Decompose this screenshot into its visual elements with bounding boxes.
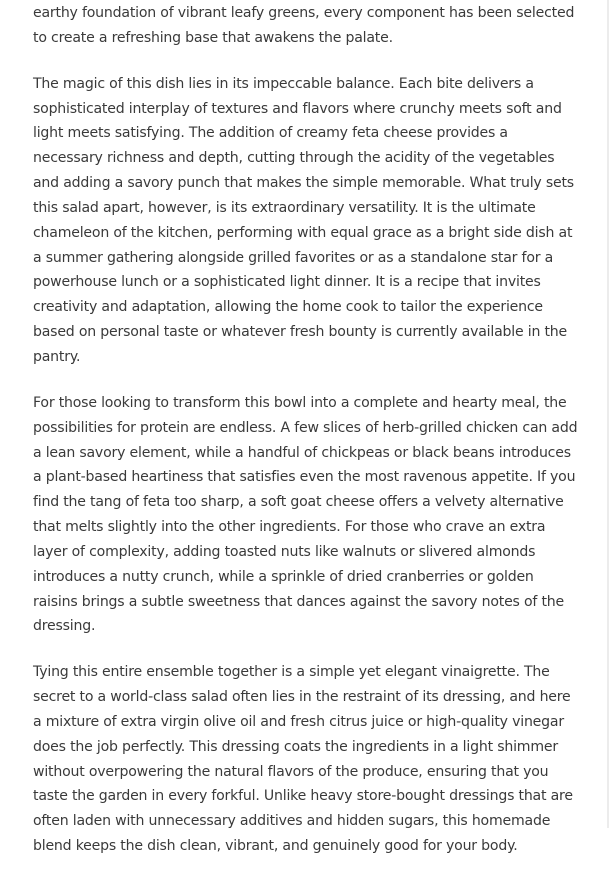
paragraph-intro-continued: earthy foundation of vibrant leafy greens, every component has been selected to create a refreshing base that awakens the palate.	[33, 5, 575, 46]
paragraph-protein: For those looking to transform this bowl into a complete and hearty meal, the possibilities for protein are endless. A few slices of herb-grilled chicken can add a lean savory element, while a handful of chickpeas or black beans introduces a plant-based heartiness that satisfies even the most ravenous appetite. If you find the tang of feta too sharp, a soft goat cheese offers a velvety alternative that melts slightly into the other ingredients. For those who crave an extra layer of complexity, adding toasted nuts like walnuts or slivered almonds introduces a nutty crunch, while a sprinkle of dried cranberries or golden raisins brings a subtle sweetness that dances against the savory notes of the dressing.	[33, 394, 578, 635]
paragraph-vinaigrette: Tying this entire ensemble together is a simple yet elegant vinaigrette. The secret to a world-class salad often lies in the restraint of its dressing, and here a mixture of extra virgin olive oil and fresh citrus juice or high-quality vinegar does the job perfectly. This dressing coats the ingredients in a light shimmer without overpowering the natural flavors of the produce, ensuring that you taste the garden in every forkful. Unlike heavy store-bought dressings that are often laden with unnecessary additives and hidden sugars, this homemade blend keeps the dish clean, vibrant, and genuinely good for your body.	[33, 664, 573, 855]
article-body	[33, 1, 578, 880]
paragraph-balance: The magic of this dish lies in its impeccable balance. Each bite delivers a sophisticated interplay of textures and flavors where crunchy meets soft and light meets satisfying. The addition of creamy feta cheese provides a necessary richness and depth, cutting through the acidity of the vegetables and adding a savory punch that makes the simple memorable. What truly sets this salad apart, however, is its extraordinary versatility. It is the ultimate chameleon of the kitchen, performing with equal grace as a bright side dish at a summer gathering alongside grilled favorites or as a standalone star for a powerhouse lunch or a sophisticated light dinner. It is a recipe that invites creativity and adaptation, allowing the home cook to tailor the experience based on personal taste or whatever fresh bounty is currently available in the pantry.	[33, 75, 574, 365]
